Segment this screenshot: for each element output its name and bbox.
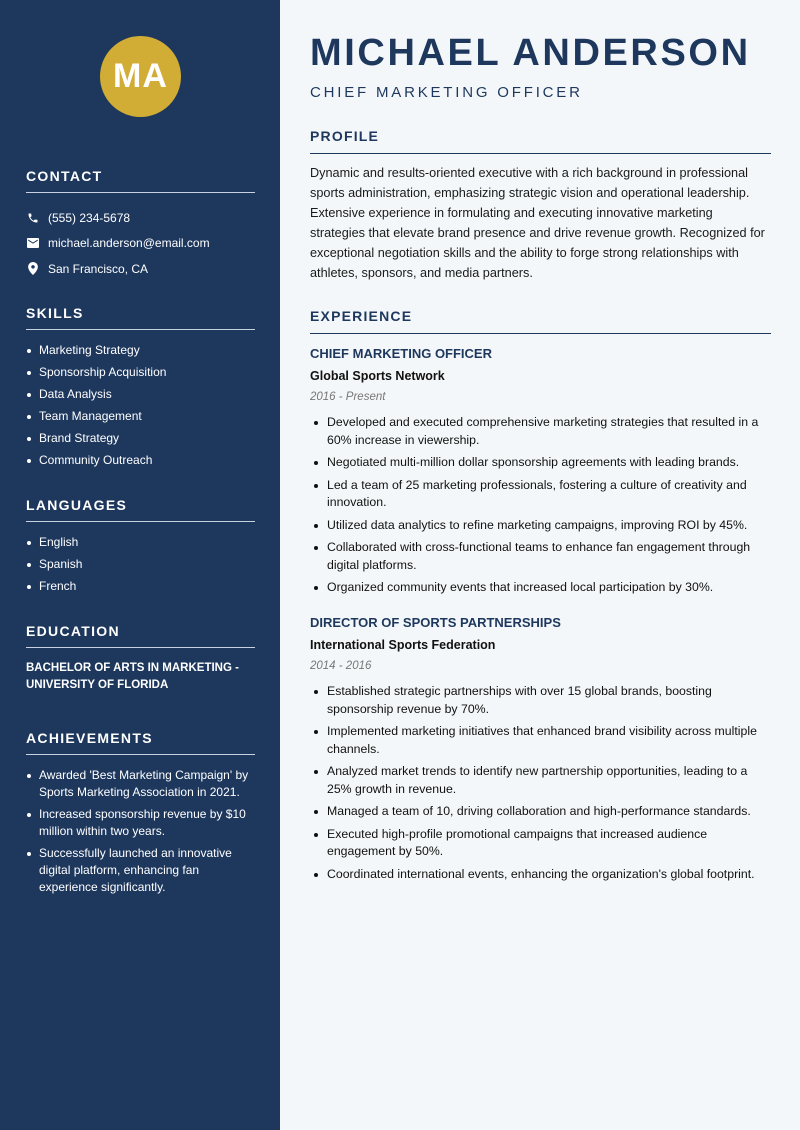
job-bullet: Implemented marketing initiatives that enhanced brand visibility across multiple channels. bbox=[310, 723, 771, 758]
contact-heading: CONTACT bbox=[26, 168, 255, 193]
job-bullet: Established strategic partnerships with over 15 global brands, boosting sponsorship revenue by 70%. bbox=[310, 683, 771, 718]
education-degree: BACHELOR OF ARTS IN MARKETING - UNIVERSITY OF FLORIDA bbox=[26, 662, 239, 691]
job-bullet: Collaborated with cross-functional teams to enhance fan engagement through digital platforms. bbox=[310, 539, 771, 574]
job-bullets bbox=[310, 683, 771, 883]
achievement-item: Successfully launched an innovative digital platform, enhancing fan experience significantly. bbox=[26, 845, 255, 896]
candidate-name: MICHAEL ANDERSON bbox=[310, 32, 751, 74]
languages-list bbox=[26, 534, 255, 595]
location-pin-icon bbox=[26, 262, 40, 276]
skill-item: Sponsorship Acquisition bbox=[26, 364, 255, 381]
profile-text: Dynamic and results-oriented executive with a rich background in professional sports administration, emphasizing strategic vision and operational leadership. Extensive experience in formulating and executing innovative marketing strategies that elevate brand presence and drive revenue growth. Recognized for exceptional negotiation skills and the ability to forge strong relationships with athletes, sponsors, and media partners. bbox=[310, 166, 765, 280]
profile-heading: PROFILE bbox=[310, 128, 771, 154]
job-company: Global Sports Network bbox=[310, 369, 445, 383]
job-bullet: Managed a team of 10, driving collaboration and high-performance standards. bbox=[310, 803, 771, 821]
achievement-item: Awarded 'Best Marketing Campaign' by Sports Marketing Association in 2021. bbox=[26, 767, 255, 801]
job-bullet: Led a team of 25 marketing professionals, fostering a culture of creativity and innovation. bbox=[310, 477, 771, 512]
job-entry bbox=[310, 345, 771, 602]
job-company: International Sports Federation bbox=[310, 638, 496, 652]
skills-heading: SKILLS bbox=[26, 305, 255, 330]
job-title: CHIEF MARKETING OFFICER bbox=[310, 346, 492, 361]
languages-section bbox=[26, 497, 255, 600]
job-entry bbox=[310, 614, 771, 888]
skills-list bbox=[26, 342, 255, 469]
job-bullet: Coordinated international events, enhancing the organization's global footprint. bbox=[310, 866, 771, 884]
achievements-heading: ACHIEVEMENTS bbox=[26, 730, 255, 755]
contact-location bbox=[26, 256, 255, 282]
email-text[interactable]: michael.anderson@email.com bbox=[48, 236, 210, 251]
candidate-role: CHIEF MARKETING OFFICER bbox=[310, 84, 583, 101]
job-dates: 2014 - 2016 bbox=[310, 660, 372, 672]
job-dates: 2016 - Present bbox=[310, 391, 386, 403]
achievements-list bbox=[26, 767, 255, 896]
skill-item: Community Outreach bbox=[26, 452, 255, 469]
skill-item: Team Management bbox=[26, 408, 255, 425]
job-bullets bbox=[310, 414, 771, 597]
language-item: Spanish bbox=[26, 556, 255, 573]
job-bullet: Analyzed market trends to identify new partnership opportunities, leading to a 25% growth in revenue. bbox=[310, 763, 771, 798]
skill-item: Data Analysis bbox=[26, 386, 255, 403]
job-bullet: Developed and executed comprehensive marketing strategies that resulted in a 60% increase in viewership. bbox=[310, 414, 771, 449]
skill-item: Marketing Strategy bbox=[26, 342, 255, 359]
phone-text: (555) 234-5678 bbox=[48, 210, 131, 225]
contact-section bbox=[26, 168, 255, 282]
education-heading: EDUCATION bbox=[26, 623, 255, 648]
job-bullet: Negotiated multi-million dollar sponsorship agreements with leading brands. bbox=[310, 454, 771, 472]
contact-email bbox=[26, 231, 255, 257]
skills-section bbox=[26, 305, 255, 474]
education-section bbox=[26, 623, 255, 694]
phone-icon bbox=[26, 211, 40, 225]
skill-item: Brand Strategy bbox=[26, 430, 255, 447]
languages-heading: LANGUAGES bbox=[26, 497, 255, 522]
avatar: MA bbox=[100, 36, 181, 117]
job-title: DIRECTOR OF SPORTS PARTNERSHIPS bbox=[310, 615, 561, 630]
location-text: San Francisco, CA bbox=[48, 261, 149, 276]
email-icon bbox=[26, 236, 40, 250]
job-bullet: Organized community events that increased local participation by 30%. bbox=[310, 579, 771, 597]
achievements-section bbox=[26, 730, 255, 901]
achievement-item: Increased sponsorship revenue by $10 million within two years. bbox=[26, 806, 255, 840]
job-bullet: Executed high-profile promotional campaigns that increased audience engagement by 50%. bbox=[310, 826, 771, 861]
experience-heading: EXPERIENCE bbox=[310, 308, 771, 334]
sidebar bbox=[0, 0, 280, 1130]
contact-phone bbox=[26, 205, 255, 231]
language-item: French bbox=[26, 578, 255, 595]
job-bullet: Utilized data analytics to refine marketing campaigns, improving ROI by 45%. bbox=[310, 517, 771, 535]
language-item: English bbox=[26, 534, 255, 551]
